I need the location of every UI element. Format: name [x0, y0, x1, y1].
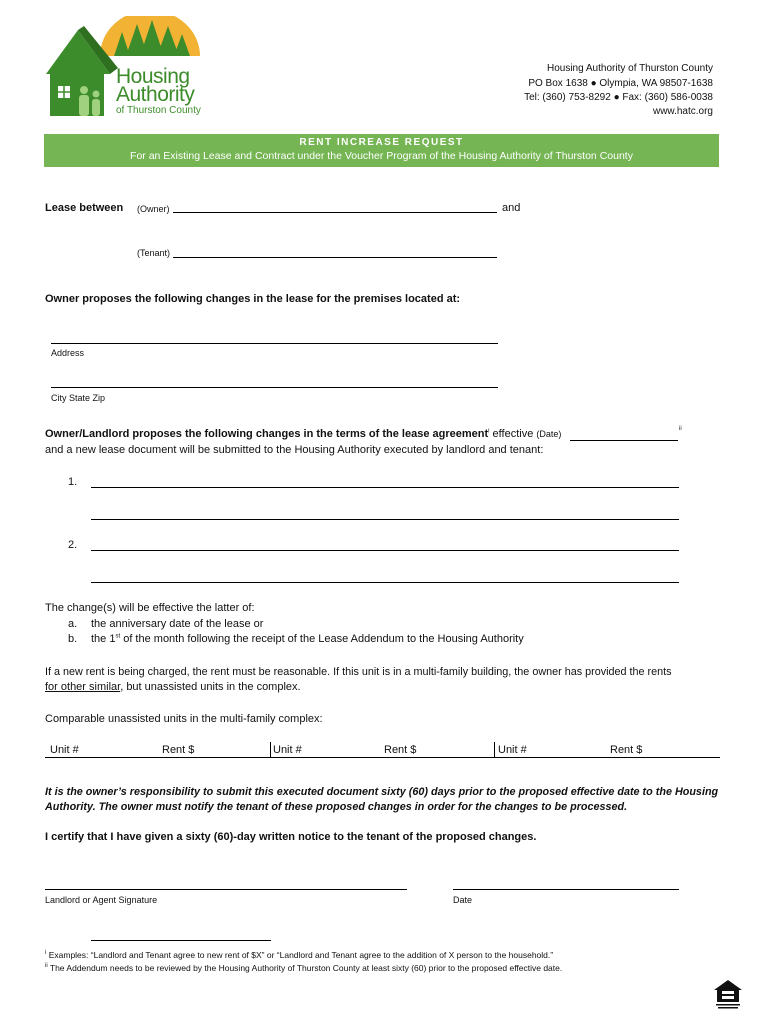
comparable-table-baseline [45, 757, 720, 758]
change-1-line-a[interactable] [91, 487, 679, 488]
change-number-1: 1. [68, 476, 78, 488]
option-a-text: the anniversary date of the lease or [91, 618, 264, 630]
comparable-divider-2 [494, 742, 495, 758]
city-state-zip-label: City State Zip [51, 393, 106, 403]
city-state-zip-field[interactable] [51, 387, 498, 388]
change-1-line-b[interactable] [91, 519, 679, 520]
rent-label-2: Rent $ [384, 744, 417, 756]
signature-field[interactable] [45, 889, 407, 890]
footnote-2 [45, 963, 562, 973]
footnote-1-mark: i [45, 950, 47, 957]
option-b-pre: the 1 [91, 633, 116, 645]
footnote-separator [91, 940, 271, 941]
header-org: Housing Authority of Thurston County [546, 63, 713, 74]
unit-label-2: Unit # [273, 744, 302, 756]
unit-label-3: Unit # [498, 744, 527, 756]
footnote-1 [45, 950, 553, 960]
comparable-heading: Comparable unassisted units in the multi-family complex: [45, 713, 323, 725]
footnote-2-text: The Addendum needs to be reviewed by the Housing Authority of Thurston County at least sixty (60) prior to the proposed effective date. [49, 963, 563, 973]
terms-line2: and a new lease document will be submitted to the Housing Authority executed by landlord and tenant: [45, 444, 544, 456]
rent-label-1: Rent $ [162, 744, 195, 756]
date-field[interactable] [453, 889, 679, 890]
premises-heading: Owner proposes the following changes in the lease for the premises located at: [45, 293, 461, 305]
footnote-1-text: Examples: “Landlord and Tenant agree to new rent of $X” or “Landlord and Tenant agree to the addition of X person to the household.” [48, 950, 554, 960]
and-label: and [502, 202, 521, 214]
signature-label: Landlord or Agent Signature [45, 895, 158, 905]
reasonable-rest: , but unassisted units in the complex. [120, 681, 301, 693]
change-2-line-b[interactable] [91, 582, 679, 583]
effective-intro: The change(s) will be effective the latter of: [45, 602, 255, 614]
form-subtitle: For an Existing Lease and Contract under the Voucher Program of the Housing Authority of Thurston County [130, 150, 633, 162]
option-b-post: of the month following the receipt of the Lease Addendum to the Housing Authority [120, 633, 524, 645]
form-title: RENT INCREASE REQUEST [299, 137, 464, 148]
rent-label-3: Rent $ [610, 744, 643, 756]
unit-label-1: Unit # [50, 744, 79, 756]
reasonable-line2 [45, 681, 301, 693]
option-b-marker: b. [68, 633, 78, 645]
certify-statement: I certify that I have given a sixty (60)-day written notice to the tenant of the proposed changes. [45, 831, 537, 843]
footnote-ref-ii: ii [679, 426, 682, 432]
terms-line [45, 428, 561, 440]
header-po: PO Box 1638 ● Olympia, WA 98507-1638 [528, 78, 713, 89]
terms-heading: Owner/Landlord proposes the following changes in the terms of the lease agreement [45, 428, 489, 440]
logo-authority: Authority [116, 83, 195, 106]
effective-date-field[interactable] [570, 440, 678, 441]
reasonable-line1: If a new rent is being charged, the rent must be reasonable. If this unit is in a multi-family building, the owner has provided the rents [45, 666, 672, 678]
option-a-marker: a. [68, 618, 78, 630]
comparable-divider-1 [270, 742, 271, 758]
owner-label: (Owner) [137, 204, 170, 214]
change-number-2: 2. [68, 539, 78, 551]
tenant-field[interactable] [173, 257, 497, 258]
address-field[interactable] [51, 343, 498, 344]
header-web: www.hatc.org [652, 106, 713, 117]
option-b-text [91, 633, 524, 645]
header-phone: Tel: (360) 753-8292 ● Fax: (360) 586-0038 [524, 92, 713, 103]
lease-between-label: Lease between [45, 202, 124, 214]
date-label: (Date) [536, 429, 562, 439]
change-2-line-a[interactable] [91, 550, 679, 551]
owner-responsibility-notice: It is the owner’s responsibility to submit this executed document sixty (60) days prior to the proposed effective date to the Housing Authority. The owner must notify the tenant of these proposed changes in order for the changes to be processed. [45, 786, 719, 813]
logo-thurston: of Thurston County [116, 105, 201, 116]
footnote-2-mark: ii [45, 963, 48, 970]
owner-field[interactable] [173, 212, 497, 213]
footnote-ref-i: i [488, 428, 490, 435]
date-signature-label: Date [453, 895, 473, 905]
equal-housing-icon [712, 978, 744, 1010]
option-b-sup: st [115, 633, 121, 640]
reasonable-underlined: for other similar [45, 681, 121, 693]
address-label: Address [51, 348, 85, 358]
logo [42, 16, 212, 120]
effective-label: effective [492, 428, 534, 440]
title-banner [44, 134, 719, 167]
tenant-label: (Tenant) [137, 248, 171, 258]
logo-housing: Housing [116, 65, 190, 88]
